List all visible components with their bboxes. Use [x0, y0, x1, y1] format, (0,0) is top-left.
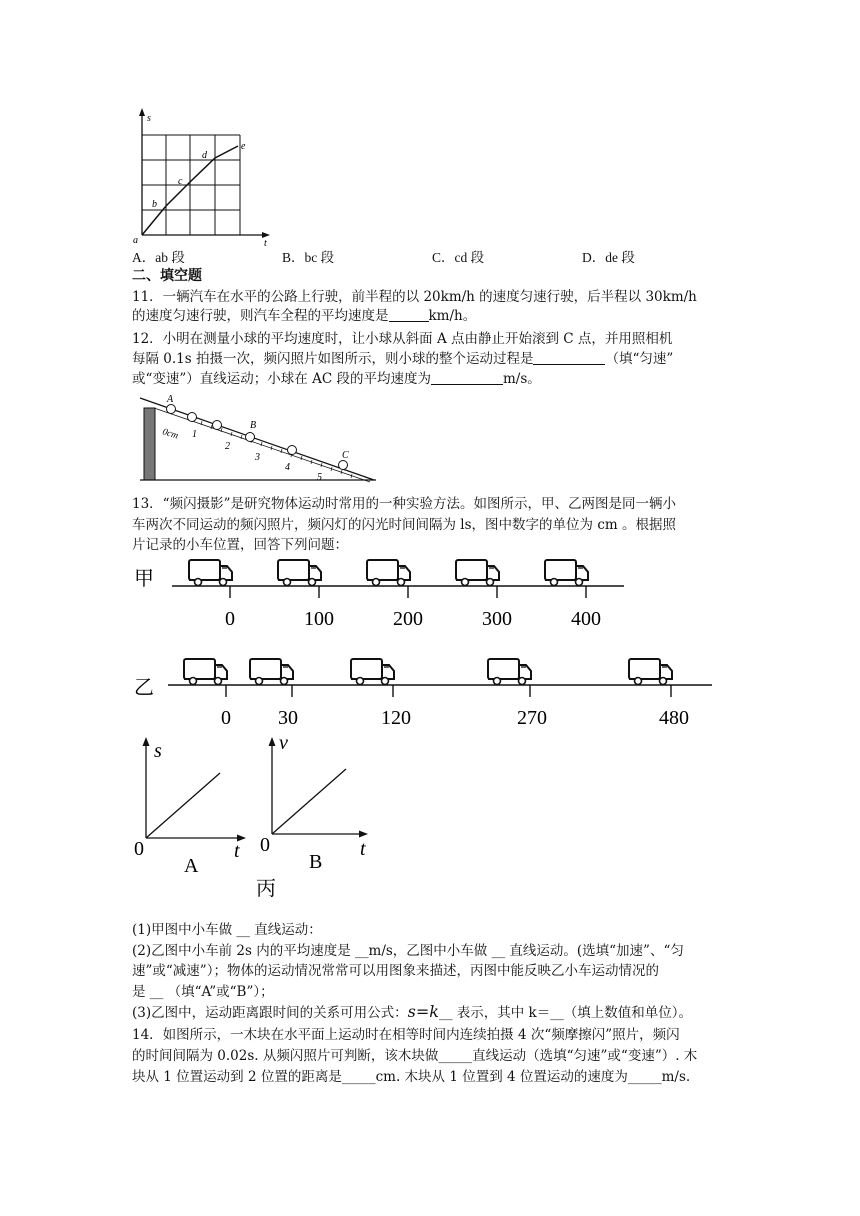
bing-b-x-label: t — [360, 838, 366, 860]
jia-truck-5 — [545, 560, 588, 586]
q10-st-graph — [128, 108, 278, 248]
yi-label: 乙 — [134, 677, 154, 699]
jia-tick-400: 400 — [571, 608, 601, 630]
jia-truck-4 — [456, 560, 499, 586]
yi-tick-270: 270 — [517, 707, 547, 729]
q13-line3: 片记录的小车位置，回答下列问题： — [132, 537, 348, 553]
bing-b-y-label: v — [279, 735, 288, 754]
q13-sub3-formula: s=k — [407, 1002, 439, 1021]
q12-line1: 12．小明在测量小球的平均速度时，让小球从斜面 A 点由静止开始滚到 C 点，并用照相机 — [132, 331, 673, 347]
q13-sub3-after: __ 表示，其中 k＝__（填上数值和单位）。 — [438, 1005, 692, 1021]
q12-label-c: C — [342, 450, 349, 461]
q13-sub2-line2: 速”或“减速”）；物体的运动情况常常可以用图象来描述，丙图中能反映乙小车运动情况的 — [132, 963, 659, 979]
bing-graph-b — [260, 735, 368, 873]
q10-option-b[interactable]: B．bc 段 — [282, 250, 335, 265]
q12-scale-5: 5 — [317, 472, 322, 483]
yi-tick-480: 480 — [659, 707, 689, 729]
yi-truck-5 — [629, 659, 672, 685]
bing-label: 丙 — [256, 878, 276, 900]
bing-a-name: A — [184, 855, 199, 877]
bing-a-y-label: s — [154, 740, 162, 762]
q10-t-label: t — [264, 238, 267, 248]
q14-line3: 块从 1 位置运动到 2 位置的距离是_____cm. 木块从 1 位置到 4 位置运动的速度为_____m/s. — [132, 1069, 691, 1085]
yi-truck-1 — [184, 659, 227, 685]
q12-text3-before: 或“变速”）直线运动；小球在 AC 段的平均速度为 — [132, 371, 431, 387]
q13-sub1: (1)甲图中小车做 __ 直线运动： — [132, 922, 322, 938]
q12-line3 — [132, 369, 541, 389]
q11-answer-blank[interactable] — [389, 307, 429, 322]
q10-point-e: e — [241, 141, 246, 152]
q11-line2 — [132, 306, 476, 326]
yi-tick-30: 30 — [278, 707, 298, 729]
q13-sub2-line1: (2)乙图中小车前 2s 内的平均速度是 __m/s，乙图中小车做 __ 直线运动。(选填“加速”、“匀 — [132, 943, 684, 959]
q10-point-c: c — [178, 176, 183, 187]
q13-sub3-before: (3)乙图中，运动距离跟时间的关系可用公式： — [132, 1005, 408, 1021]
yi-truck-2 — [250, 659, 293, 685]
jia-truck-3 — [367, 560, 410, 586]
jia-tick-200: 200 — [393, 608, 423, 630]
jia-tick-0: 0 — [225, 608, 235, 630]
q13-jia-figure — [132, 555, 632, 635]
q13-sub3 — [132, 1002, 692, 1023]
q13-line1: 13．“频闪摄影”是研究物体运动时常用的一种实验方法。如图所示，甲、乙两图是同一辆小 — [132, 496, 676, 512]
bing-b-name: B — [309, 851, 323, 873]
section-title: 二、填空题 — [132, 268, 202, 284]
yi-truck-4 — [488, 659, 531, 685]
q12-scale-1: 1 — [192, 429, 197, 440]
q12-incline-figure — [132, 392, 382, 484]
q12-scale-4: 4 — [285, 462, 290, 473]
q11-line1: 11．一辆汽车在水平的公路上行驶，前半程的以 20km/h 的速度匀速行驶，后半程以 30km/h — [132, 289, 697, 305]
q10-point-b: b — [152, 199, 157, 210]
q12-scale-2: 2 — [225, 441, 230, 452]
q13-sub2-line3: 是 __ （填“A”或“B”）； — [132, 984, 274, 1000]
jia-tick-100: 100 — [304, 608, 334, 630]
q10-option-a[interactable]: A．ab 段 — [132, 250, 185, 265]
q12-speed-blank[interactable] — [431, 370, 503, 385]
jia-tick-300: 300 — [482, 608, 512, 630]
q13-bing-figure — [130, 735, 390, 905]
q10-option-d[interactable]: D．de 段 — [582, 250, 635, 265]
q14-line1: 14．如图所示，一木块在水平面上运动时在相等时间内连续拍摄 4 次“频摩擦闪”照片，频闪 — [132, 1027, 680, 1043]
q10-s-label: s — [147, 113, 151, 124]
q11-text-before: 的速度匀速行驶，则汽车全程的平均速度是 — [132, 308, 389, 324]
q12-text-after: （填“匀速” — [605, 351, 674, 367]
jia-truck-1 — [189, 560, 232, 586]
q12-scale-3: 3 — [255, 452, 260, 463]
q10-option-c[interactable]: C．cd 段 — [432, 250, 485, 265]
q12-text3-after: m/s。 — [502, 371, 541, 387]
q14-line2: 的时间间隔为 0.02s. 从频闪照片可判断，该木块做_____直线运动（选填“匀速”或“变速”）. 木 — [132, 1048, 698, 1064]
bing-b-origin: 0 — [260, 834, 270, 856]
q11-text-after: km/h。 — [428, 308, 477, 324]
q13-line2: 车两次不同运动的频闪照片，频闪灯的闪光时间间隔为 ls，图中数字的单位为 cm 。根据照 — [132, 517, 676, 533]
bing-a-x-label: t — [234, 840, 240, 862]
yi-tick-120: 120 — [381, 707, 411, 729]
jia-label: 甲 — [134, 568, 154, 590]
yi-tick-0: 0 — [221, 707, 231, 729]
q12-label-a: A — [167, 394, 174, 405]
q12-motion-blank[interactable] — [533, 350, 605, 365]
bing-graph-a — [134, 737, 246, 877]
q10-point-d: d — [202, 150, 207, 161]
yi-truck-3 — [351, 659, 394, 685]
q12-text-before: 每隔 0.1s 拍摄一次，频闪照片如图所示，则小球的整个运动过程是 — [132, 351, 534, 367]
q13-yi-figure — [132, 652, 722, 732]
q10-point-a: a — [133, 235, 138, 246]
q12-label-b: B — [250, 420, 257, 431]
jia-truck-2 — [278, 560, 321, 586]
bing-a-origin: 0 — [134, 838, 144, 860]
q12-line2 — [132, 349, 673, 369]
q12-scale-0cm: 0cm — [161, 427, 180, 442]
